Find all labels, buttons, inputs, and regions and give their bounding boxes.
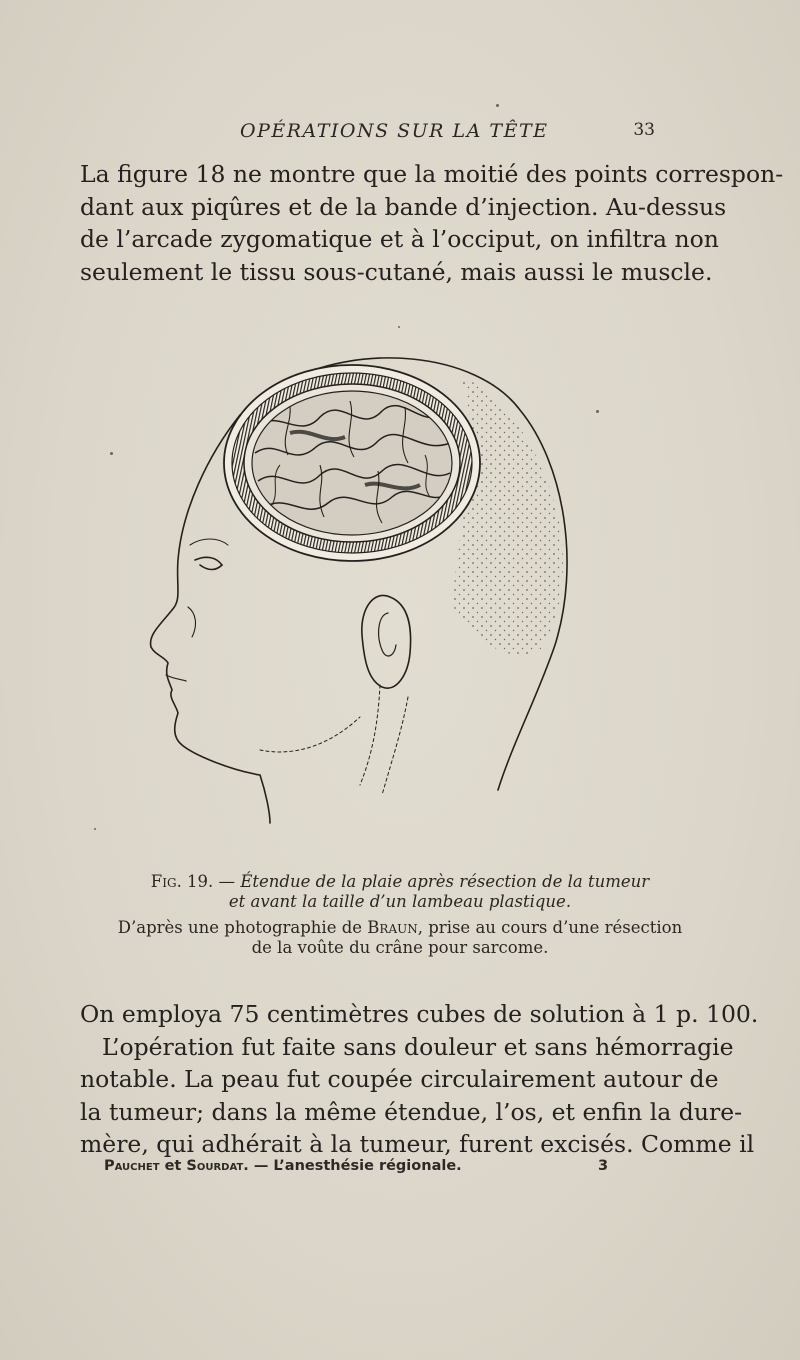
text-line: L’opération fut faite sans douleur et sans hémorragie bbox=[102, 1032, 734, 1061]
text-line: seulement le tissu sous-cutané, mais aussi le muscle. bbox=[80, 257, 713, 286]
page-footer bbox=[80, 1158, 655, 1182]
credit-name: Braun bbox=[367, 918, 418, 937]
text-line: notable. La peau fut coupée circulairement autour de bbox=[80, 1065, 719, 1093]
footer-title bbox=[104, 1158, 462, 1174]
text-line: On employa 75 centimètres cubes de solution à 1 p. 100. bbox=[80, 1000, 759, 1028]
paragraph-intro bbox=[80, 158, 784, 288]
credit-text: , prise au cours d’une résection bbox=[417, 918, 683, 937]
signature-mark: 3 bbox=[598, 1158, 609, 1174]
footer-text: et bbox=[159, 1158, 187, 1174]
figure-label: Fig. 19. bbox=[150, 872, 214, 891]
running-head: OPÉRATIONS SUR LA TÊTE bbox=[240, 120, 549, 142]
paper-speck bbox=[110, 452, 113, 455]
footer-author: Pauchet bbox=[104, 1158, 160, 1174]
figure-caption-credit bbox=[80, 918, 720, 958]
caption-title-line: et avant la taille d’un lambeau plastique. bbox=[228, 892, 572, 911]
credit-text: de la voûte du crâne pour sarcome. bbox=[251, 938, 549, 957]
footer-text: . — bbox=[243, 1158, 274, 1174]
footer-author: Sourdat bbox=[186, 1158, 244, 1174]
page-number: 33 bbox=[633, 120, 655, 140]
paper-speck bbox=[496, 104, 499, 107]
paper-speck bbox=[94, 828, 96, 830]
page-header bbox=[80, 118, 655, 146]
text-line: la tumeur; dans la même étendue, l’os, et enfin la dure- bbox=[80, 1097, 743, 1126]
text-line: dant aux piqûres et de la bande d’injection. Au-dessus bbox=[80, 192, 727, 221]
paper-speck bbox=[596, 410, 599, 413]
head-illustration bbox=[120, 345, 600, 845]
credit-text: D’après une photographie de bbox=[117, 918, 368, 937]
caption-dash: — bbox=[213, 872, 241, 891]
figure-caption-title bbox=[80, 872, 720, 912]
text-line: de l’arcade zygomatique et à l’occiput, on infiltra non bbox=[80, 225, 719, 253]
paper-speck bbox=[398, 326, 400, 328]
text-line: mère, qui adhérait à la tumeur, furent excisés. Comme il bbox=[80, 1130, 755, 1158]
caption-title-line: Étendue de la plaie après résection de la tumeur bbox=[240, 872, 650, 891]
text-line: La figure 18 ne montre que la moitié des points correspon- bbox=[80, 160, 784, 188]
footer-book-title: L’anesthésie régionale. bbox=[273, 1158, 462, 1174]
paragraph-operation bbox=[80, 998, 759, 1161]
